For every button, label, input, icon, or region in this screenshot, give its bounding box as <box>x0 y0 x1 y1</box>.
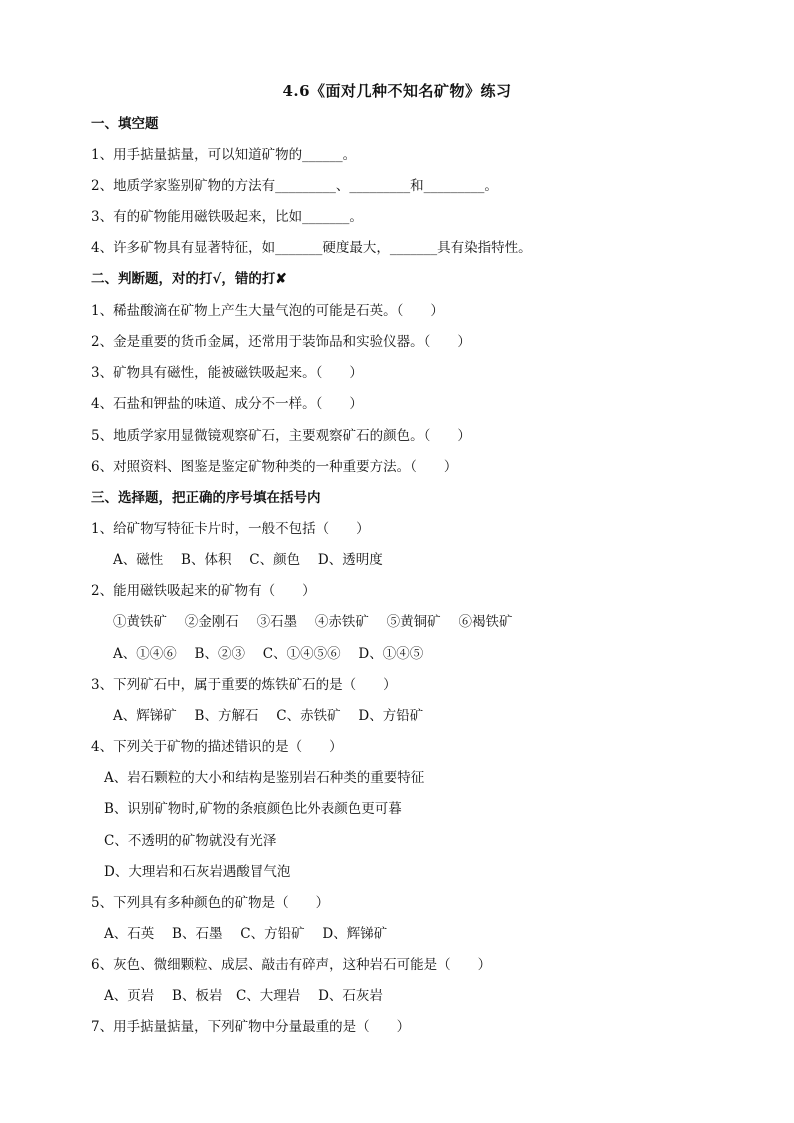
choice-question-4-option-b: B、识别矿物时,矿物的条痕颜色比外表颜色更可暮 <box>104 801 402 817</box>
fill-question-3: 3、有的矿物能用磁铁吸起来，比如_______。 <box>91 209 363 225</box>
choice-question-6: 6、灰色、微细颗粒、成层、敲击有碎声，这种岩石可能是（ ） <box>91 957 492 973</box>
choice-question-4: 4、下列关于矿物的描述错识的是（ ） <box>91 739 343 755</box>
section-heading-true-false: 二、判断题，对的打√，错的打✘ <box>91 271 287 287</box>
choice-question-3-options: A、辉锑矿 B、方解石 C、赤铁矿 D、方铅矿 <box>113 708 424 724</box>
choice-question-6-options: A、页岩 B、板岩 C、大理岩 D、石灰岩 <box>104 988 383 1004</box>
fill-question-4: 4、许多矿物具有显著特征，如_______硬度最大，_______具有染指特性。 <box>91 240 532 256</box>
choice-question-4-option-a: A、岩石颗粒的大小和结构是鉴别岩石种类的重要特征 <box>104 770 425 786</box>
fill-question-1: 1、用手掂量掂量，可以知道矿物的______。 <box>91 147 357 163</box>
tf-question-4: 4、石盐和钾盐的味道、成分不一样。（ ） <box>91 396 363 412</box>
tf-question-2: 2、金是重要的货币金属，还常用于装饰品和实验仪器。（ ） <box>91 334 471 350</box>
tf-question-5: 5、地质学家用显微镜观察矿石，主要观察矿石的颜色。（ ） <box>91 428 471 444</box>
choice-question-5-options: A、石英 B、石墨 C、方铅矿 D、辉锑矿 <box>104 926 388 942</box>
choice-question-7: 7、用手掂量掂量，下列矿物中分量最重的是（ ） <box>91 1019 411 1035</box>
tf-question-1: 1、稀盐酸滴在矿物上产生大量气泡的可能是石英。（ ） <box>91 303 444 319</box>
choice-question-1: 1、给矿物写特征卡片时，一般不包括（ ） <box>91 521 370 537</box>
page-title: 4.6《面对几种不知名矿物》练习 <box>282 82 512 100</box>
choice-question-2: 2、能用磁铁吸起来的矿物有（ ） <box>91 583 316 599</box>
choice-question-1-options: A、磁性 B、体积 C、颜色 D、透明度 <box>113 552 383 568</box>
choice-question-2-options: A、①④⑥ B、②③ C、①④⑤⑥ D、①④⑤ <box>113 646 424 662</box>
fill-question-2: 2、地质学家鉴别矿物的方法有_________、_________和_________。 <box>91 178 498 194</box>
section-heading-fill-blank: 一、填空题 <box>91 116 159 132</box>
tf-question-6: 6、对照资料、图鉴是鉴定矿物种类的一种重要方法。（ ） <box>91 459 458 475</box>
choice-question-5: 5、下列具有多种颜色的矿物是（ ） <box>91 895 330 911</box>
choice-question-4-option-c: C、不透明的矿物就没有光泽 <box>104 833 277 849</box>
tf-question-3: 3、矿物具有磁性，能被磁铁吸起来。（ ） <box>91 365 363 381</box>
choice-question-4-option-d: D、大理岩和石灰岩遇酸冒气泡 <box>104 864 291 880</box>
section-heading-choice: 三、选择题，把正确的序号填在括号内 <box>91 490 321 506</box>
choice-question-3: 3、下列矿石中，属于重要的炼铁矿石的是（ ） <box>91 677 397 693</box>
choice-question-2-items: ①黄铁矿 ②金刚石 ③石墨 ④赤铁矿 ⑤黄铜矿 ⑥褐铁矿 <box>113 614 513 630</box>
